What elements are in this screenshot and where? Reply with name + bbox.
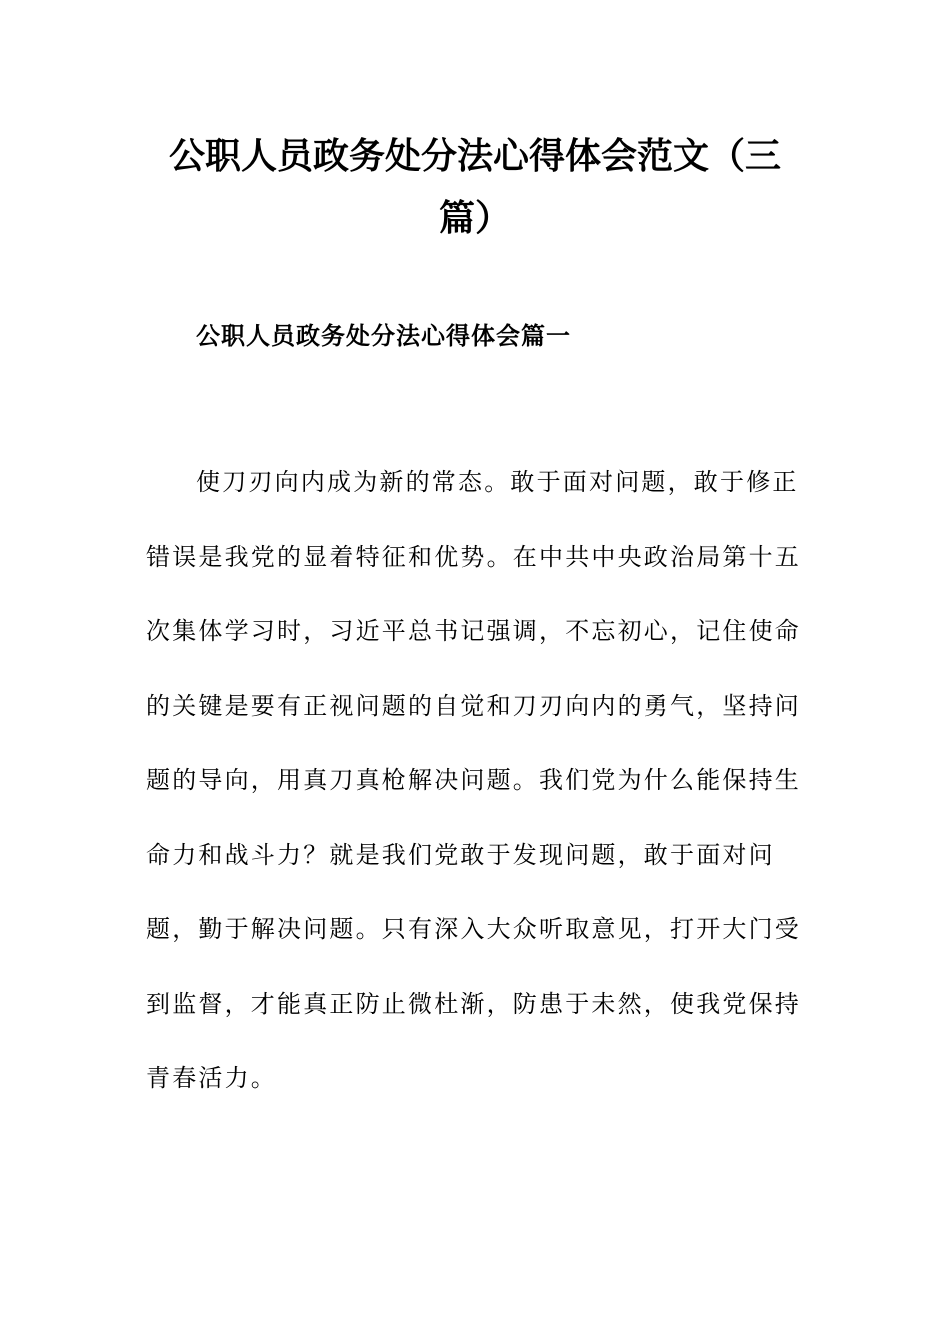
paragraph-line-7: 题，勤于解决问题。只有深入大众听取意见，打开大门受 (146, 915, 801, 943)
paragraph-line-8: 到监督，才能真正防止微杜渐，防患于未然，使我党保持 (146, 989, 801, 1018)
paragraph-line-9: 青春活力。 (146, 1064, 277, 1092)
title-line-1: 公职人员政务处分法心得体会范文（三 (168, 135, 781, 177)
paragraph-line-3: 次集体学习时，习近平总书记强调，不忘初心，记住使命 (146, 617, 801, 645)
paragraph-line-1: 使刀刃向内成为新的常态。敢于面对问题，敢于修正 (196, 468, 799, 496)
paragraph-line-5: 题的导向，用真刀真枪解决问题。我们党为什么能保持生 (146, 766, 801, 794)
paragraph-line-2: 错误是我党的显着特征和优势。在中共中央政治局第十五 (146, 542, 801, 571)
body-paragraph (146, 445, 801, 1116)
paragraph-line-6: 命力和战斗力？就是我们党敢于发现问题，敢于面对问 (146, 840, 775, 869)
document-title (150, 125, 800, 249)
section-heading: 公职人员政务处分法心得体会篇一 (196, 321, 571, 350)
paragraph-line-4: 的关键是要有正视问题的自觉和刀刃向内的勇气，坚持问 (146, 691, 801, 720)
title-line-2: 篇） (438, 197, 511, 239)
